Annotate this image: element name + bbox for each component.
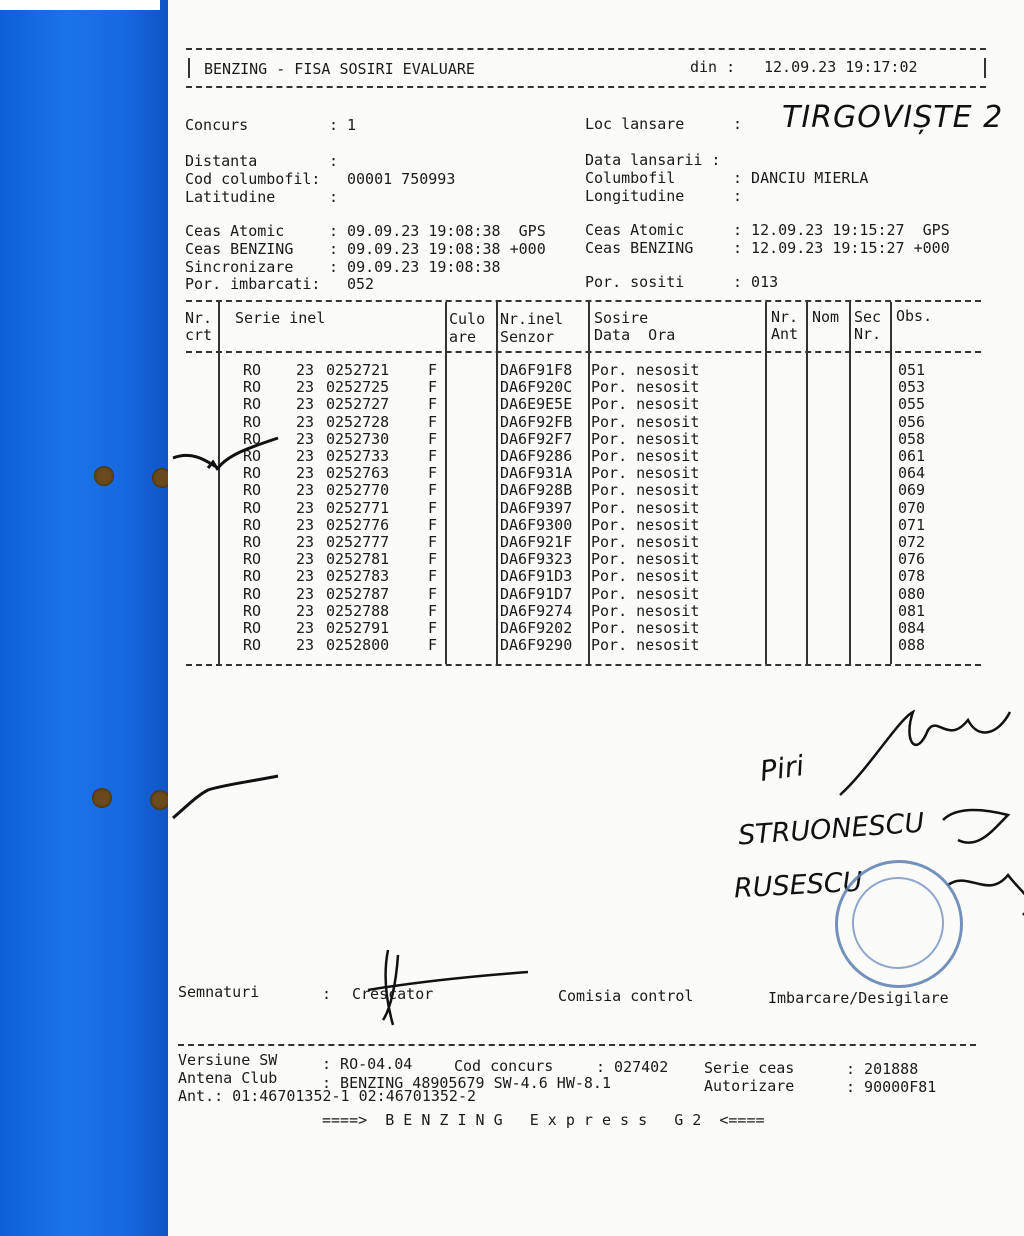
- ring-country: RO: [243, 584, 262, 603]
- ring-country: RO: [243, 636, 262, 655]
- ceas-benzing-start-label: Ceas BENZING: [185, 240, 294, 258]
- loc-lansare-label: Loc lansare: [585, 115, 685, 133]
- ring-year: 23: [296, 619, 315, 637]
- obs-number: 088: [898, 636, 926, 655]
- folder-tab: [0, 0, 160, 10]
- autorizare-value: : 90000F81: [846, 1078, 937, 1096]
- arrival-status: Por. nesosit: [591, 395, 700, 414]
- ring-sex: F: [428, 361, 438, 379]
- ring-sex: F: [428, 395, 438, 414]
- concurs-value: : 1: [329, 116, 357, 134]
- ring-year: 23: [296, 533, 315, 551]
- arrival-status: Por. nesosit: [591, 567, 700, 586]
- obs-number: 055: [898, 395, 926, 414]
- versiune-sw-value: : RO-04.04: [322, 1055, 413, 1073]
- obs-number: 084: [898, 619, 926, 637]
- serie-ceas-value: : 201888: [846, 1060, 919, 1078]
- arrival-status: Por. nesosit: [591, 481, 700, 500]
- benzing-express-banner: ====> B E N Z I N G E x p r e s s G 2 <====: [322, 1111, 765, 1129]
- loc-lansare-colon: :: [733, 115, 743, 133]
- imbarcare-desigilare-label: Imbarcare/Desigilare: [768, 989, 949, 1007]
- arrival-status: Por. nesosit: [591, 464, 700, 483]
- arrival-status: Por. nesosit: [591, 361, 700, 379]
- cod-concurs-value: : 027402: [596, 1058, 669, 1076]
- header-culoare-2: are: [449, 328, 477, 346]
- ring-number: 0252777: [326, 533, 390, 551]
- sincronizare-label: Sincronizare: [185, 258, 294, 276]
- obs-number: 064: [898, 464, 926, 483]
- ring-year: 23: [296, 584, 315, 603]
- arrival-status: Por. nesosit: [591, 515, 700, 534]
- arrival-status: Por. nesosit: [591, 584, 700, 603]
- ring-sex: F: [428, 464, 438, 483]
- ring-sex: F: [428, 636, 438, 655]
- columbofil-value: : DANCIU MIERLA: [733, 169, 869, 187]
- header-data-ora: Data Ora: [594, 326, 676, 344]
- arrival-status: Por. nesosit: [591, 601, 700, 620]
- ring-number: 0252781: [326, 550, 390, 569]
- obs-number: 051: [898, 361, 926, 379]
- ring-year: 23: [296, 636, 315, 655]
- por-sositi-value: : 013: [733, 273, 779, 291]
- stamp-inner-ring: [852, 877, 944, 969]
- obs-number: 070: [898, 498, 926, 517]
- obs-number: 076: [898, 550, 926, 569]
- ring-number: 0252728: [326, 412, 390, 431]
- semnaturi-label: Semnaturi: [178, 983, 260, 1001]
- sensor-id: DA6F92FB: [500, 412, 573, 431]
- ring-country: RO: [243, 533, 262, 551]
- ring-number: 0252763: [326, 464, 390, 483]
- sensor-id: DA6F920C: [500, 378, 573, 397]
- sensor-id: DA6F9397: [500, 498, 573, 517]
- ring-number: 0252787: [326, 584, 390, 603]
- serie-ceas-label: Serie ceas: [704, 1059, 795, 1077]
- ring-year: 23: [296, 481, 315, 500]
- ring-number: 0252791: [326, 619, 390, 637]
- ring-sex: F: [428, 412, 438, 431]
- header-obs: Obs.: [896, 307, 933, 325]
- header-sosire: Sosire: [594, 309, 649, 327]
- arrival-status: Por. nesosit: [591, 550, 700, 569]
- ceas-atomic-start-value: : 09.09.23 19:08:38 GPS: [329, 222, 546, 240]
- por-imbarcati-label: Por. imbarcati:: [185, 275, 321, 293]
- ring-sex: F: [428, 601, 438, 620]
- header-nr-crt-1: Nr.: [185, 309, 213, 327]
- obs-number: 058: [898, 429, 926, 448]
- ring-sex: F: [428, 447, 438, 465]
- ring-year: 23: [296, 447, 315, 465]
- ceas-atomic-end-value: : 12.09.23 19:15:27 GPS: [733, 221, 950, 239]
- arrival-status: Por. nesosit: [591, 498, 700, 517]
- arrival-status: Por. nesosit: [591, 378, 700, 397]
- punch-hole: [92, 788, 112, 808]
- ring-sex: F: [428, 567, 438, 586]
- ring-number: 0252776: [326, 515, 390, 534]
- ring-sex: F: [428, 481, 438, 500]
- ring-number: 0252730: [326, 429, 390, 448]
- obs-number: 078: [898, 567, 926, 586]
- obs-number: 056: [898, 412, 926, 431]
- obs-number: 071: [898, 515, 926, 534]
- distanta-value: :: [329, 152, 339, 170]
- ring-sex: F: [428, 584, 438, 603]
- longitudine-label: Longitudine: [585, 187, 685, 205]
- arrival-status: Por. nesosit: [591, 619, 700, 637]
- ring-year: 23: [296, 429, 315, 448]
- ring-country: RO: [243, 567, 262, 586]
- obs-number: 061: [898, 447, 926, 465]
- latitudine-value: :: [329, 188, 339, 206]
- ring-country: RO: [243, 361, 262, 379]
- ring-number: 0252770: [326, 481, 390, 500]
- obs-number: 080: [898, 584, 926, 603]
- footer-border: [178, 1044, 976, 1046]
- din-label: din :: [690, 58, 736, 76]
- arrival-status: Por. nesosit: [591, 429, 700, 448]
- ring-number: 0252725: [326, 378, 390, 397]
- ring-country: RO: [243, 395, 262, 414]
- obs-number: 072: [898, 533, 926, 551]
- sensor-id: DA6F91D7: [500, 584, 573, 603]
- ring-sex: F: [428, 619, 438, 637]
- arrival-report-sheet: [168, 0, 1024, 1236]
- ring-year: 23: [296, 567, 315, 586]
- ring-sex: F: [428, 515, 438, 534]
- sensor-id: DA6F92F7: [500, 429, 573, 448]
- ring-number: 0252783: [326, 567, 390, 586]
- ring-year: 23: [296, 464, 315, 483]
- comisia-control-label: Comisia control: [558, 987, 694, 1005]
- por-imbarcati-value: 052: [347, 275, 375, 293]
- ring-country: RO: [243, 498, 262, 517]
- sensor-id: DA6F928B: [500, 481, 573, 500]
- ring-sex: F: [428, 429, 438, 448]
- ring-country: RO: [243, 619, 262, 637]
- columbofil-label: Columbofil: [585, 169, 676, 187]
- sensor-id: DA6F9300: [500, 515, 573, 534]
- antena-club-value: : BENZING 48905679 SW-4.6 HW-8.1: [322, 1074, 611, 1092]
- antena-club-label: Antena Club: [178, 1069, 278, 1087]
- versiune-sw-label: Versiune SW: [178, 1051, 278, 1069]
- cod-columbofil-value: 00001 750993: [347, 170, 456, 188]
- punch-hole: [150, 790, 170, 810]
- ring-year: 23: [296, 498, 315, 517]
- sensor-id: DA6F9286: [500, 447, 573, 465]
- header-sec-2: Nr.: [854, 325, 882, 343]
- por-sositi-label: Por. sositi: [585, 273, 685, 291]
- header-senzor: Senzor: [500, 328, 555, 346]
- association-stamp: [835, 860, 963, 988]
- arrival-status: Por. nesosit: [591, 636, 700, 655]
- ring-number: 0252721: [326, 361, 390, 379]
- signature-name-piri: Piri: [757, 749, 807, 788]
- semnaturi-colon: :: [322, 985, 332, 1003]
- ring-number: 0252800: [326, 636, 390, 655]
- ring-year: 23: [296, 412, 315, 431]
- sensor-id: DA6E9E5E: [500, 395, 573, 414]
- cod-columbofil-label: Cod columbofil:: [185, 170, 321, 188]
- report-title: BENZING - FISA SOSIRI EVALUARE: [204, 60, 475, 78]
- blue-folder-cover: [0, 0, 168, 1236]
- cod-concurs-label: Cod concurs: [454, 1057, 554, 1075]
- ceas-benzing-end-label: Ceas BENZING: [585, 239, 694, 257]
- signature-name-rusescu: RUSESCU: [733, 866, 864, 905]
- header-nr-inel: Nr.inel: [500, 310, 564, 328]
- ring-year: 23: [296, 378, 315, 397]
- ring-sex: F: [428, 533, 438, 551]
- header-culoare-1: Culo: [449, 310, 486, 328]
- header-sec-1: Sec: [854, 308, 882, 326]
- ring-country: RO: [243, 515, 262, 534]
- ring-sex: F: [428, 498, 438, 517]
- sensor-id: DA6F9323: [500, 550, 573, 569]
- ring-sex: F: [428, 378, 438, 397]
- obs-number: 069: [898, 481, 926, 500]
- signature-name-struonescu: STRUONESCU: [737, 807, 926, 852]
- loc-lansare-handwritten: TIRGOVIȘTE 2: [782, 100, 1004, 135]
- crescator-label: Crescator: [352, 985, 434, 1003]
- ring-country: RO: [243, 447, 262, 465]
- header-nr-ant-1: Nr.: [771, 308, 799, 326]
- arrival-status: Por. nesosit: [591, 447, 700, 465]
- autorizare-label: Autorizare: [704, 1077, 795, 1095]
- ring-country: RO: [243, 601, 262, 620]
- ring-year: 23: [296, 515, 315, 534]
- ring-year: 23: [296, 601, 315, 620]
- latitudine-label: Latitudine: [185, 188, 276, 206]
- ceas-benzing-start-value: : 09.09.23 19:08:38 +000: [329, 240, 546, 258]
- ring-year: 23: [296, 550, 315, 569]
- data-lansarii-label: Data lansarii :: [585, 151, 721, 169]
- sensor-id: DA6F9274: [500, 601, 573, 620]
- sensor-id: DA6F9202: [500, 619, 573, 637]
- ring-country: RO: [243, 429, 262, 448]
- header-nr-crt-2: crt: [185, 326, 213, 344]
- report-datetime: 12.09.23 19:17:02: [764, 58, 918, 76]
- ring-number: 0252771: [326, 498, 390, 517]
- antenna-ids: Ant.: 01:46701352-1 02:46701352-2: [178, 1087, 477, 1105]
- obs-number: 053: [898, 378, 926, 397]
- ring-country: RO: [243, 550, 262, 569]
- sensor-id: DA6F9290: [500, 636, 573, 655]
- ring-country: RO: [243, 378, 262, 397]
- ceas-atomic-start-label: Ceas Atomic: [185, 222, 285, 240]
- ring-year: 23: [296, 361, 315, 379]
- ceas-benzing-end-value: : 12.09.23 19:15:27 +000: [733, 239, 950, 257]
- longitudine-value: :: [733, 187, 743, 205]
- header-nom: Nom: [812, 308, 840, 326]
- sensor-id: DA6F931A: [500, 464, 573, 483]
- ring-number: 0252788: [326, 601, 390, 620]
- concurs-label: Concurs: [185, 116, 249, 134]
- ring-country: RO: [243, 464, 262, 483]
- header-serie-inel: Serie inel: [235, 309, 326, 327]
- obs-number: 081: [898, 601, 926, 620]
- arrival-status: Por. nesosit: [591, 412, 700, 431]
- ring-number: 0252727: [326, 395, 390, 414]
- sincronizare-value: : 09.09.23 19:08:38: [329, 258, 501, 276]
- ring-sex: F: [428, 550, 438, 569]
- header-nr-ant-2: Ant: [771, 325, 799, 343]
- ring-year: 23: [296, 395, 315, 414]
- sensor-id: DA6F91F8: [500, 361, 573, 379]
- punch-hole: [94, 466, 114, 486]
- ring-number: 0252733: [326, 447, 390, 465]
- ring-country: RO: [243, 412, 262, 431]
- arrival-status: Por. nesosit: [591, 533, 700, 551]
- sensor-id: DA6F921F: [500, 533, 573, 551]
- ceas-atomic-end-label: Ceas Atomic: [585, 221, 685, 239]
- ring-country: RO: [243, 481, 262, 500]
- handwritten-signature-strokes: [168, 0, 1024, 1236]
- distanta-label: Distanta: [185, 152, 258, 170]
- sensor-id: DA6F91D3: [500, 567, 573, 586]
